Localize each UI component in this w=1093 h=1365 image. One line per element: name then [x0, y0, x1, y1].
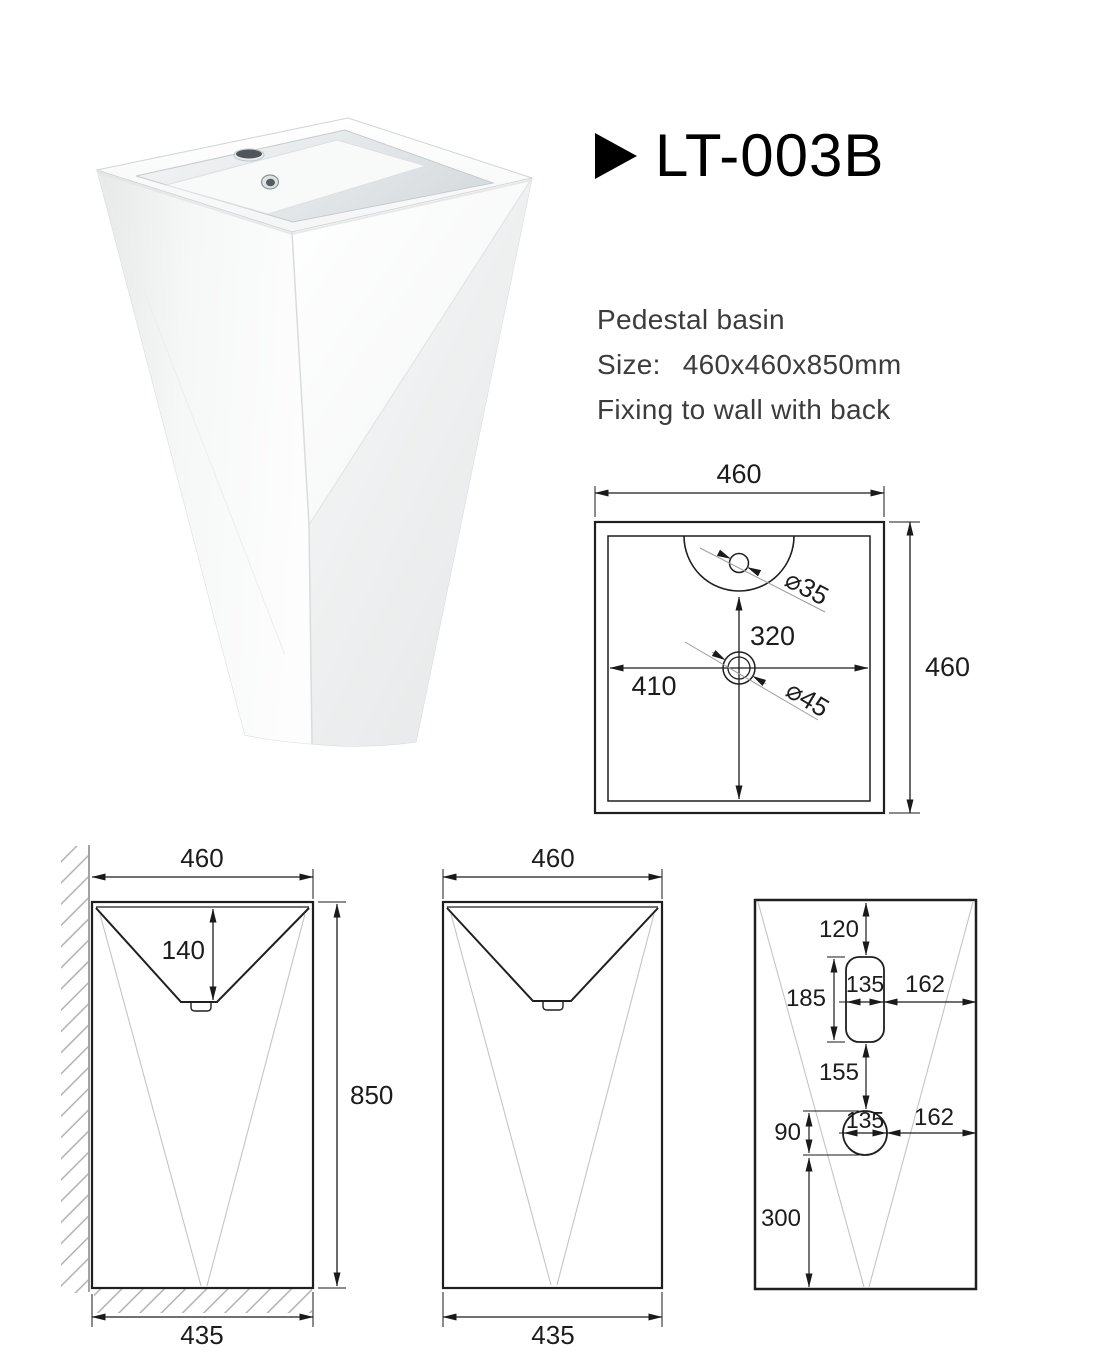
size-label: Size: — [597, 349, 661, 380]
bowl-v-profile — [447, 908, 658, 1001]
top-view-dimension-lines — [595, 493, 910, 813]
dim-label-bowl-depth: 140 — [161, 935, 205, 965]
basin-left-face — [97, 170, 312, 744]
dim-label-hole-width: 135 — [845, 1107, 885, 1133]
overflow-hole — [266, 179, 275, 187]
dim-label-overall-width: 460 — [716, 459, 762, 489]
product-type-line: Pedestal basin — [597, 304, 785, 335]
back-view-dimension-lines — [809, 903, 976, 1287]
faucet-deck-semicircle — [684, 536, 794, 591]
dim-label-bottom-width: 435 — [180, 1320, 224, 1350]
size-value: 460x460x850mm — [682, 349, 902, 380]
right-triangle-icon — [595, 133, 637, 179]
side-view-drawing — [40, 840, 400, 1365]
floor-hatch — [94, 1289, 312, 1313]
dim-label-hole-to-right: 162 — [913, 1104, 955, 1131]
front-view-geometry — [443, 902, 662, 1288]
dim-label-slot-width: 135 — [845, 971, 885, 997]
dim-label-slot-to-hole: 155 — [818, 1059, 859, 1086]
dim-label-inner-width: 410 — [631, 671, 677, 701]
product-photo — [40, 70, 560, 780]
taper-line-right — [207, 914, 305, 1286]
dim-label-drain-depth: 320 — [750, 621, 796, 651]
dim-label-hole-to-bottom: 300 — [760, 1205, 801, 1232]
basin-render — [97, 118, 532, 746]
faucet-hole — [236, 150, 262, 159]
drain-fitting — [543, 1001, 563, 1010]
title-block — [595, 122, 885, 189]
body-outline — [443, 902, 662, 1288]
taper-line-right — [557, 914, 654, 1285]
model-number: LT-003B — [655, 122, 885, 189]
description-block — [597, 297, 901, 432]
dim-label-drain-hole: ⌀45 — [780, 674, 835, 724]
dim-label-top-width: 460 — [531, 843, 575, 873]
fixing-slot — [846, 957, 884, 1042]
taper-line-left — [100, 914, 201, 1286]
dim-label-top-to-slot: 120 — [818, 916, 859, 943]
dim-label-faucet-hole: ⌀35 — [780, 563, 834, 612]
dim-label-overall-depth: 460 — [925, 652, 971, 682]
size-line — [597, 342, 901, 387]
front-view-drawing — [410, 840, 730, 1365]
dim-label-bottom-width: 435 — [531, 1320, 575, 1350]
dim-label-slot-to-right: 162 — [904, 971, 946, 998]
fixing-line: Fixing to wall with back — [597, 394, 891, 425]
taper-line-left — [451, 914, 551, 1285]
dim-label-hole-height: 90 — [774, 1119, 801, 1146]
side-view-extension-lines — [92, 869, 346, 1327]
taper-line-right — [869, 902, 973, 1287]
faucet-hole-circle — [730, 554, 749, 573]
back-view-drawing — [740, 860, 1093, 1365]
front-view-dimension-lines — [443, 877, 662, 1317]
wall-hatch — [61, 846, 89, 1293]
dim-label-slot-height: 185 — [785, 985, 826, 1012]
dim-label-top-width: 460 — [180, 843, 224, 873]
dim-label-height: 850 — [350, 1080, 394, 1110]
top-view-drawing — [560, 440, 1093, 860]
drain-fitting — [191, 1002, 211, 1011]
